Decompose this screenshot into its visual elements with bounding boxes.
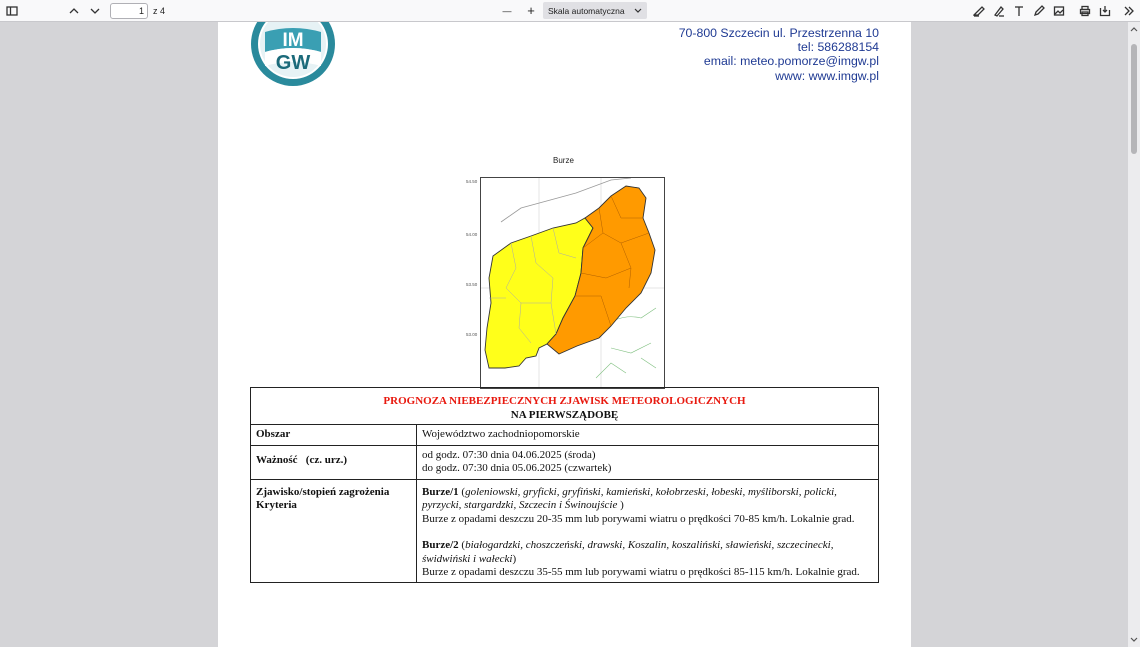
more-tools-icon[interactable]: [1120, 2, 1138, 20]
scroll-up-icon[interactable]: [1130, 26, 1138, 32]
text-tool-icon[interactable]: [1010, 2, 1028, 20]
zoom-out-button[interactable]: [498, 2, 516, 20]
chevron-down-icon: [634, 8, 642, 14]
level-1-description: Burze z opadami deszczu 20-35 mm lub porywami wiatru o prędkości 70-85 km/h. Lokalnie grad.: [422, 512, 855, 525]
page-total-label: z 4: [153, 5, 166, 16]
level-2-description: Burze z opadami deszczu 35-55 mm lub porywami wiatru o prędkości 85-115 km/h. Lokalnie grad.: [422, 566, 860, 578]
sidebar-toggle-icon[interactable]: [3, 2, 21, 20]
map-y-tick: 54.00: [466, 232, 478, 237]
map-title: Burze: [553, 156, 574, 165]
validity-value: [417, 445, 879, 479]
document-viewer[interactable]: [0, 22, 1140, 647]
level-1-entry: Burze/1 (goleniowski, gryficki, gryfiński, kamieński, kołobrzeski, łobeski, myśliborski, policki, pyrzycki, stargardzki, Szczecin i Świnoujście ): [422, 485, 837, 511]
pdf-page: [218, 22, 911, 647]
pdf-toolbar: [0, 0, 1140, 22]
area-value: Województwo zachodniopomorskie: [417, 425, 879, 446]
level-1-name: Burze/1: [422, 485, 459, 498]
level-2-counties: białogardzki, choszczeński, drawski, Koszalin, koszaliński, sławieński, szczecinecki, świdwiński i wałecki: [422, 539, 834, 565]
map-y-tick: 53.50: [466, 282, 478, 287]
zoom-select-value: Skala automatyczna: [548, 5, 625, 16]
validity-to: do godz. 07:30 dnia 05.06.2025 (czwartek): [422, 462, 612, 474]
next-page-icon[interactable]: [86, 2, 104, 20]
vertical-scrollbar[interactable]: [1128, 22, 1140, 647]
ink-highlight-icon[interactable]: [990, 2, 1008, 20]
scrollbar-thumb[interactable]: [1131, 44, 1137, 154]
zoom-in-button[interactable]: [522, 2, 540, 20]
warning-title-line2: NA PIERWSZĄDOBĘ: [510, 408, 619, 421]
image-tool-icon[interactable]: [1050, 2, 1068, 20]
previous-page-icon[interactable]: [65, 2, 83, 20]
zoom-out-label: —: [502, 5, 512, 16]
email-line: email: meteo.pomorze@imgw.pl: [703, 54, 879, 69]
zoom-select[interactable]: [543, 2, 647, 19]
phenomenon-label: Zjawisko/stopień zagrożenia: [256, 485, 390, 498]
validity-from: od godz. 07:30 dnia 04.06.2025 (środa): [422, 448, 596, 461]
validity-label-text: Ważność (cz. urz.): [256, 453, 348, 466]
map-y-tick: 53.00: [466, 332, 478, 337]
phenomenon-label-cell: [251, 479, 417, 582]
draw-tool-icon[interactable]: [1030, 2, 1048, 20]
imgw-logo: [250, 22, 336, 88]
level-2-entry: Burze/2 (białogardzki, choszczeński, drawski, Koszalin, koszaliński, sławieński, szczecinecki, świdwiński i wałecki): [422, 539, 834, 565]
scroll-down-icon[interactable]: [1130, 637, 1138, 643]
zoom-in-label: +: [527, 3, 535, 18]
save-icon[interactable]: [1096, 2, 1114, 20]
page-number-input[interactable]: 1: [110, 3, 148, 19]
area-label: Obszar: [251, 425, 417, 446]
print-icon[interactable]: [1076, 2, 1094, 20]
www-line: www: www.imgw.pl: [775, 68, 879, 83]
address-line: 70-800 Szczecin ul. Przestrzenna 10: [678, 26, 879, 40]
criteria-cell: [417, 479, 879, 582]
map-y-tick: 54.50: [466, 179, 478, 184]
warning-title-line1: PROGNOZA NIEBEZPIECZNYCH ZJAWISK METEOROLOGICZNYCH: [383, 395, 746, 407]
warning-title: [251, 388, 879, 425]
level-1-counties: goleniowski, gryficki, gryfiński, kamieński, kołobrzeski, łobeski, myśliborski, policki, pyrzycki, stargardzki, Szczecin i Świnoujście: [422, 485, 837, 511]
warning-table: [250, 387, 879, 583]
warning-map: [480, 177, 665, 389]
logo-text-top: IM: [282, 30, 304, 51]
highlight-icon[interactable]: [970, 2, 988, 20]
level-2-name: Burze/2: [422, 539, 459, 551]
phone-line: tel: 586288154: [797, 40, 879, 55]
logo-text-bottom: GW: [275, 52, 311, 74]
validity-label: [251, 445, 417, 479]
criteria-label: Kryteria: [256, 499, 297, 511]
contact-block: [679, 26, 879, 83]
